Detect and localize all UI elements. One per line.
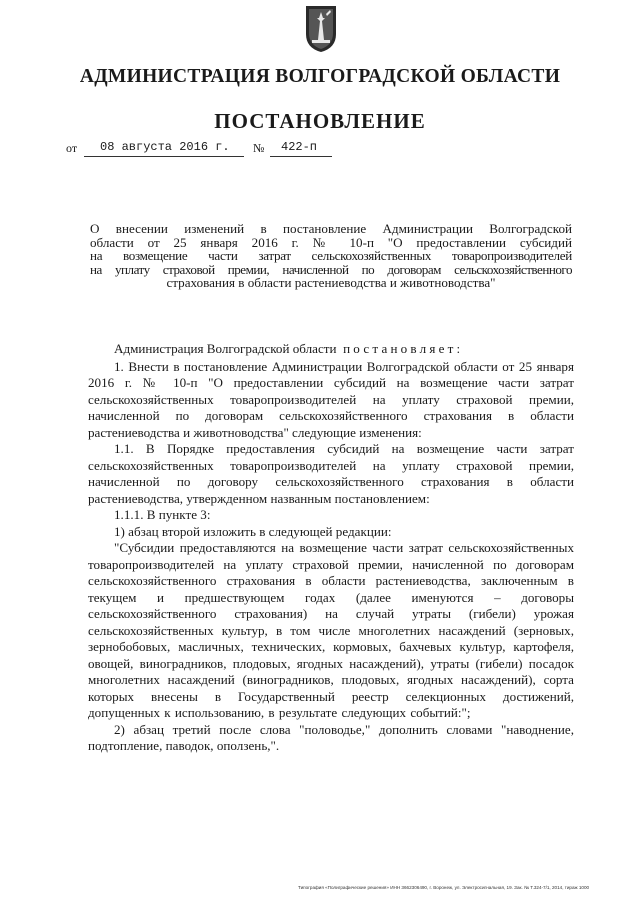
intro-organization: Администрация Волгоградской области	[114, 341, 337, 356]
body-paragraph: 1.1. В Порядке предоставления субсидий на возмещение части затрат сельскохозяйственных товаропроизводителей на уплату страховой премии, начисленной по договору сельскохозяйственного страхования в области растениеводства, утвержденном названным постановлением:	[88, 441, 574, 506]
subject-line: О внесении изменений в постановление Администрации Волгоградской	[90, 221, 572, 236]
date-prefix: от	[66, 141, 78, 155]
organization-title: АДМИНИСТРАЦИЯ ВОЛГОГРАДСКОЙ ОБЛАСТИ	[79, 66, 561, 87]
number-prefix: №	[253, 141, 265, 155]
date-underline	[84, 156, 244, 157]
subject-line: области от 25 января 2016 г. № 10-п "О предоставлении субсидий	[90, 234, 572, 250]
body-paragraph: 1.1.1. В пункте 3:	[114, 507, 211, 522]
body-paragraph: 2) абзац третий после слова "половодье," дополнить словами "наводнение, подтопление, паводок, оползень,".	[88, 721, 574, 753]
number-underline	[270, 156, 332, 157]
document-type-title: ПОСТАНОВЛЕНИЕ	[214, 109, 426, 133]
document-body	[88, 341, 574, 755]
intro-verb: постановляет:	[343, 341, 464, 356]
subject-line: на возмещение части затрат сельскохозяйственных товаропроизводителей	[90, 248, 572, 264]
printer-footer: Типография «Полиграфические решения» ИНН 3662306490, г. Воронеж, ул. Электросигнальная, 19. Зак. № Т.324-7/1, 2014, тираж 1000	[298, 885, 590, 890]
subject-line: на уплату страховой премии, начисленной по договорам сельскохозяйственного	[90, 261, 572, 277]
intro-paragraph	[88, 341, 574, 358]
body-paragraph: 1. Внести в постановление Администрации Волгоградской области от 25 января 2016 г. № 10-п "О предоставлении субсидий на возмещение части затрат сельскохозяйственных товаропроизводителей на уплату страховой премии, начисленной по договорам сельскохозяйственного страхования в области растениеводства и животноводства" следующие изменения:	[88, 358, 574, 440]
document-number: 422-п	[281, 140, 318, 154]
document-date: 08 августа 2016 г.	[100, 140, 230, 154]
body-paragraph: 1) абзац второй изложить в следующей редакции:	[114, 523, 392, 539]
body-paragraph: "Субсидии предоставляются на возмещение части затрат сельскохозяйственных товаропроизводителей на уплату страховой премии, начисленной по договорам сельскохозяйственного страхования в области растениеводства, заключенным в текущем и предшествующем годах (далее именуются – договоры сельскохозяйственного страхования) на случай утраты (гибели) урожая сельскохозяйственных культур, в том числе многолетних насаждений (зерновых, зернобобовых, масличных, технических, кормовых, бахчевых культур, картофеля, овощей, виноградников, плодовых, ягодных насаждений), утраты (гибели) посадок многолетних насаждений (виноградников, плодовых, ягодных насаждений), сорта которых внесены в Государственный реестр селекционных достижений, допущенных к использованию, в результате следующих событий:";	[88, 540, 574, 720]
subject-line: страхования в области растениеводства и животноводства"	[166, 275, 496, 291]
volgograd-coat-of-arms-icon	[304, 4, 338, 54]
document-subject	[90, 222, 572, 290]
